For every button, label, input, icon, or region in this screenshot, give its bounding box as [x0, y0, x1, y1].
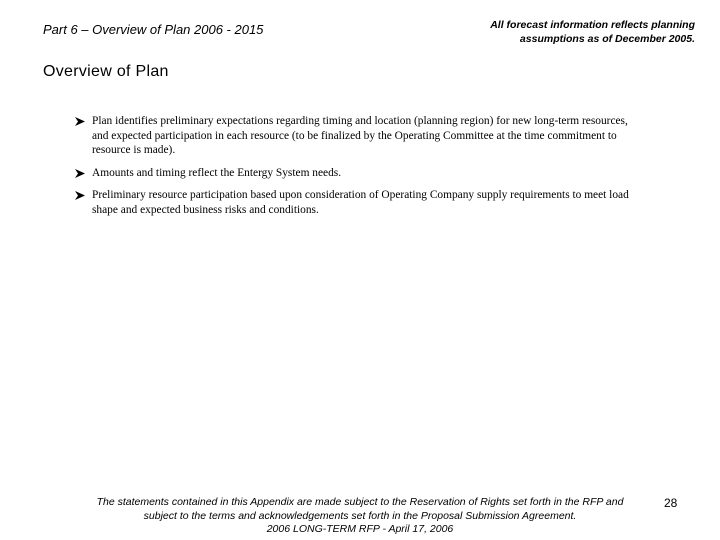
footer-disclaimer: [80, 496, 640, 537]
footer-line-1: The statements contained in this Appendix are made subject to the Reservation of Rights set forth in the RFP and: [96, 496, 624, 508]
header-disclaimer-line-1: All forecast information reflects planning: [490, 19, 695, 31]
list-item: [75, 188, 645, 217]
bullet-list: [75, 114, 645, 217]
bullet-text: Amounts and timing reflect the Entergy System needs.: [92, 166, 342, 179]
arrow-bullet-icon: [75, 117, 85, 126]
header-title: Part 6 – Overview of Plan 2006 - 2015: [43, 22, 264, 37]
list-item: [75, 166, 645, 181]
header-disclaimer: [435, 18, 695, 46]
bullet-text: Plan identifies preliminary expectations regarding timing and location (planning region) for new long-term resources, and expected participation in each resource (to be finalized by the Operating Committee at the time commitment to resource is made).: [92, 115, 628, 156]
bullet-text: Preliminary resource participation based upon consideration of Operating Company supply requirements to meet load shape and expected business risks and conditions.: [92, 189, 629, 216]
footer-line-2: subject to the terms and acknowledgements set forth in the Proposal Submission Agreement.: [143, 509, 577, 522]
arrow-bullet-icon: [75, 191, 85, 200]
list-item: [75, 114, 645, 158]
arrow-bullet-icon: [75, 169, 85, 178]
header-disclaimer-line-2: assumptions as of December 2005.: [519, 33, 695, 45]
page-title: Overview of Plan: [43, 63, 169, 80]
footer-line-3: 2006 LONG-TERM RFP - April 17, 2006: [266, 523, 454, 535]
page-number: 28: [664, 496, 678, 510]
